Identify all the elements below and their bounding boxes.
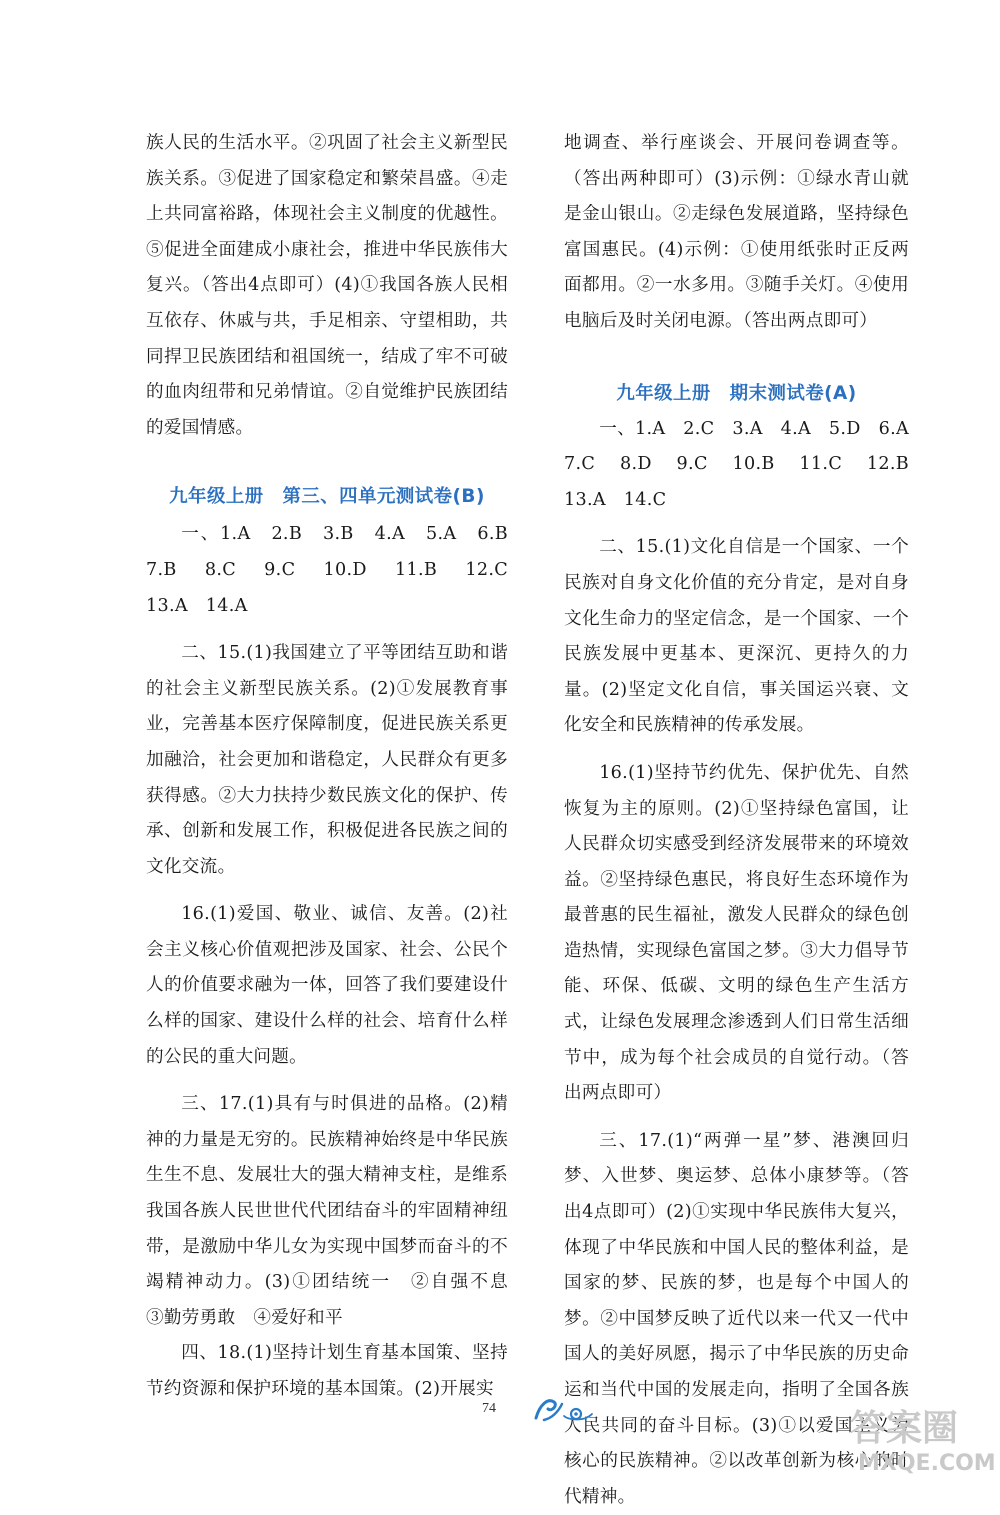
right-answers-part-3: 三、17.(1)“两弹一星”梦、港澳回归梦、入世梦、奥运梦、总体小康梦等。（答出4点即可）(2)①实现中华民族伟大复兴，体现了中华民族和中国人民的整体利益，是国家的梦、民族的梦，也是每个中国人的梦。②中国梦反映了近代以来一代又一代中国人的美好夙愿，揭示了中华民族的历史命运和当代中国的发展走向，指明了全国各族人民共同的奋斗目标。(3)①以爱国主义为核心的民族精神。②以改革创新为核心的时代精神。 bbox=[564, 1130, 909, 1507]
right-answers-part-1: 一、1.A 2.C 3.A 4.A 5.D 6.A 7.C 8.D 9.C 10.B 11.C 12.B 13.A 14.C bbox=[564, 418, 927, 510]
watermark-url: MXQE.COM bbox=[858, 1451, 996, 1476]
left-intro-text: 族人民的生活水平。②巩固了社会主义新型民族关系。③促进了国家稳定和繁荣昌盛。④走上共同富裕路，体现社会主义制度的优越性。⑤促进全面建成小康社会，推进中华民族伟大复兴。（答出4点即可）(4)①我国各族人民相互依存、休戚与共，手足相亲、守望相助，共同捍卫民族团结和祖国统一，结成了牢不可破的血肉纽带和兄弟情谊。②自觉维护民族团结的爱国情感。 bbox=[146, 133, 508, 438]
swirl-ornament-icon bbox=[530, 1392, 600, 1424]
left-answers-part-3: 三、17.(1)具有与时俱进的品格。(2)精神的力量是无穷的。民族精神始终是中华民族生生不息、发展壮大的强大精神支柱，是维系我国各族人民世世代代团结奋斗的牢固精神纽带，是激励中华儿女为实现中国梦而奋斗的不竭精神动力。(3)①团结统一 ②自强不息 ③勤劳勇敢 ④爱好和平 bbox=[146, 1094, 526, 1328]
left-answers-part-2: 二、15.(1)我国建立了平等团结互助和谐的社会主义新型民族关系。(2)①发展教育事业，完善基本医疗保障制度，促进民族关系更加融洽，社会更加和谐稳定，人民群众有更多获得感。②大力扶持少数民族文化的保护、传承、创新和发展工作，积极促进各民族之间的文化交流。 bbox=[146, 643, 508, 877]
right-answers-part-2: 二、15.(1)文化自信是一个国家、一个民族对自身文化价值的充分肯定，是对自身文化生命力的坚定信念，是一个国家、一个民族发展中更基本、更深沉、更持久的力量。(2)坚定文化自信，事关国运兴衰、文化安全和民族精神的传承发展。 bbox=[564, 537, 909, 736]
left-answers-q16: 16.(1)爱国、敬业、诚信、友善。(2)社会主义核心价值观把涉及国家、社会、公民个人的价值要求融为一体，回答了我们要建设什么样的国家、建设什么样的社会、培育什么样的公民的重大问题。 bbox=[146, 904, 508, 1067]
right-answers-q16: 16.(1)坚持节约优先、保护优先、自然恢复为主的原则。(2)①坚持绿色富国，让人民群众切实感受到经济发展带来的环境效益。②坚持绿色惠民，将良好生态环境作为最普惠的民生福祉，激发人民群众的绿色创造热情，实现绿色富国之梦。③大力倡导节能、环保、低碳、文明的绿色生产生活方式，让绿色发展理念渗透到人们日常生活细节中，成为每个社会成员的自觉行动。（答出两点即可） bbox=[564, 762, 909, 1104]
section-heading-unit-3-4-test-b: 九年级上册 第三、四单元测试卷(B) bbox=[169, 486, 485, 508]
right-intro-text: 地调查、举行座谈会、开展问卷调查等。（答出两种即可）(3)示例：①绿水青山就是金山银山。②走绿色发展道路，坚持绿色富国惠民。(4)示例：①使用纸张时正反两面都用。②一水多用。③随手关灯。④使用电脑后及时关闭电源。（答出两点即可） bbox=[564, 133, 909, 331]
section-heading-final-test-a: 九年级上册 期末测试卷(A) bbox=[616, 382, 857, 404]
watermark-logo bbox=[840, 1396, 1000, 1476]
watermark-text: 答案圈 bbox=[850, 1408, 959, 1449]
left-answers-part-1: 一、1.A 2.B 3.B 4.A 5.A 6.B 7.B 8.C 9.C 10.D 11.B 12.C 13.A 14.A bbox=[146, 524, 526, 616]
left-answers-part-4: 四、18.(1)坚持计划生育基本国策、坚持节约资源和保护环境的基本国策。(2)开展实 bbox=[146, 1343, 508, 1399]
left-column bbox=[146, 126, 526, 1408]
page-number: 74 bbox=[482, 1401, 496, 1416]
